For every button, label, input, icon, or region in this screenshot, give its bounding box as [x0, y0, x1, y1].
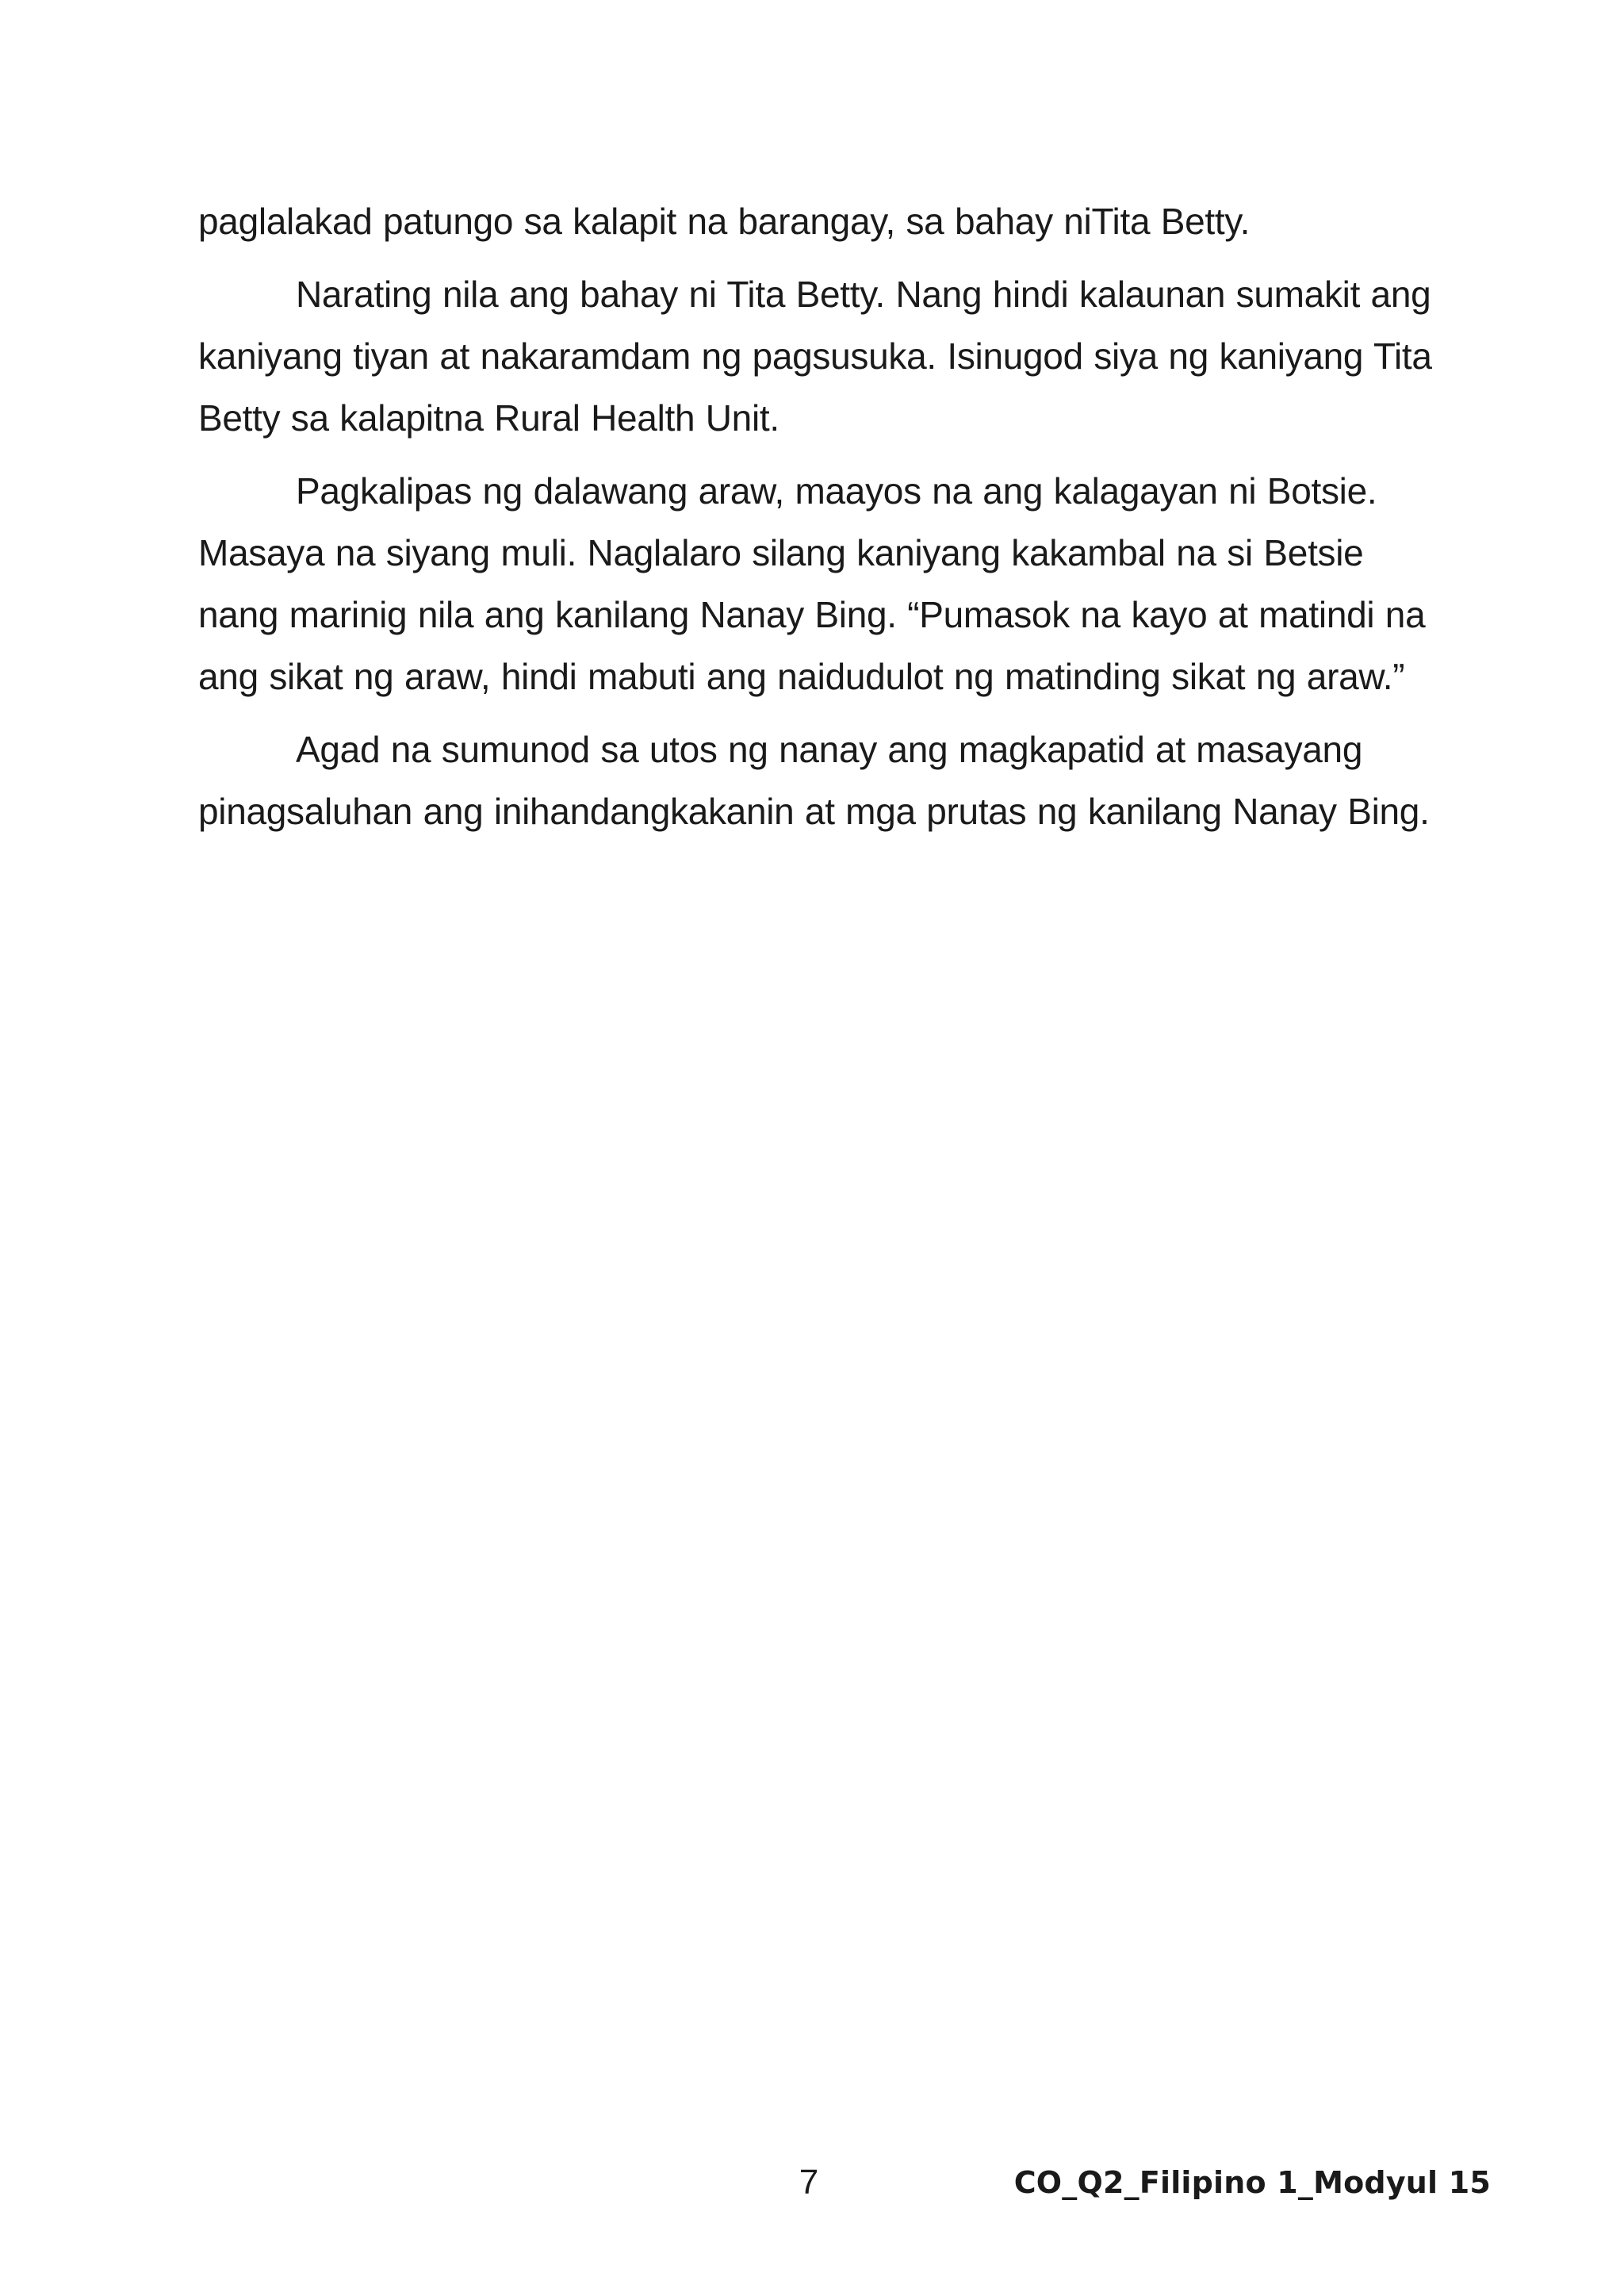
- paragraph-arrival: Narating nila ang bahay ni Tita Betty. Nang hindi kalaunan sumakit ang kaniyang tiyan at nakaramdam ng pagsusuka. Isinugod siya ng kaniyang Tita Betty sa kalapitna Rural Health Unit.: [198, 274, 1432, 439]
- paragraph-ending: Agad na sumunod sa utos ng nanay ang magkapatid at masayang pinagsaluhan ang inihandangkakanin at mga prutas ng kanilang Nanay Bing.: [198, 729, 1430, 832]
- paragraph-continuation: paglalakad patungo sa kalapit na barangay, sa bahay niTita Betty.: [198, 201, 1251, 242]
- module-code: CO_Q2_Filipino 1_Modyul 15: [1013, 2165, 1491, 2200]
- paragraph-recovery: Pagkalipas ng dalawang araw, maayos na ang kalagayan ni Botsie. Masaya na siyang muli. Naglalaro silang kaniyang kakambal na si Betsie nang marinig nila ang kanilang Nanay Bing. “Pumasok na kayo at matindi na ang sikat ng araw, hindi mabuti ang naidudulot ng matinding sikat ng araw.”: [198, 470, 1426, 697]
- story-text: [198, 190, 1435, 853]
- page-number: 7: [799, 2163, 819, 2202]
